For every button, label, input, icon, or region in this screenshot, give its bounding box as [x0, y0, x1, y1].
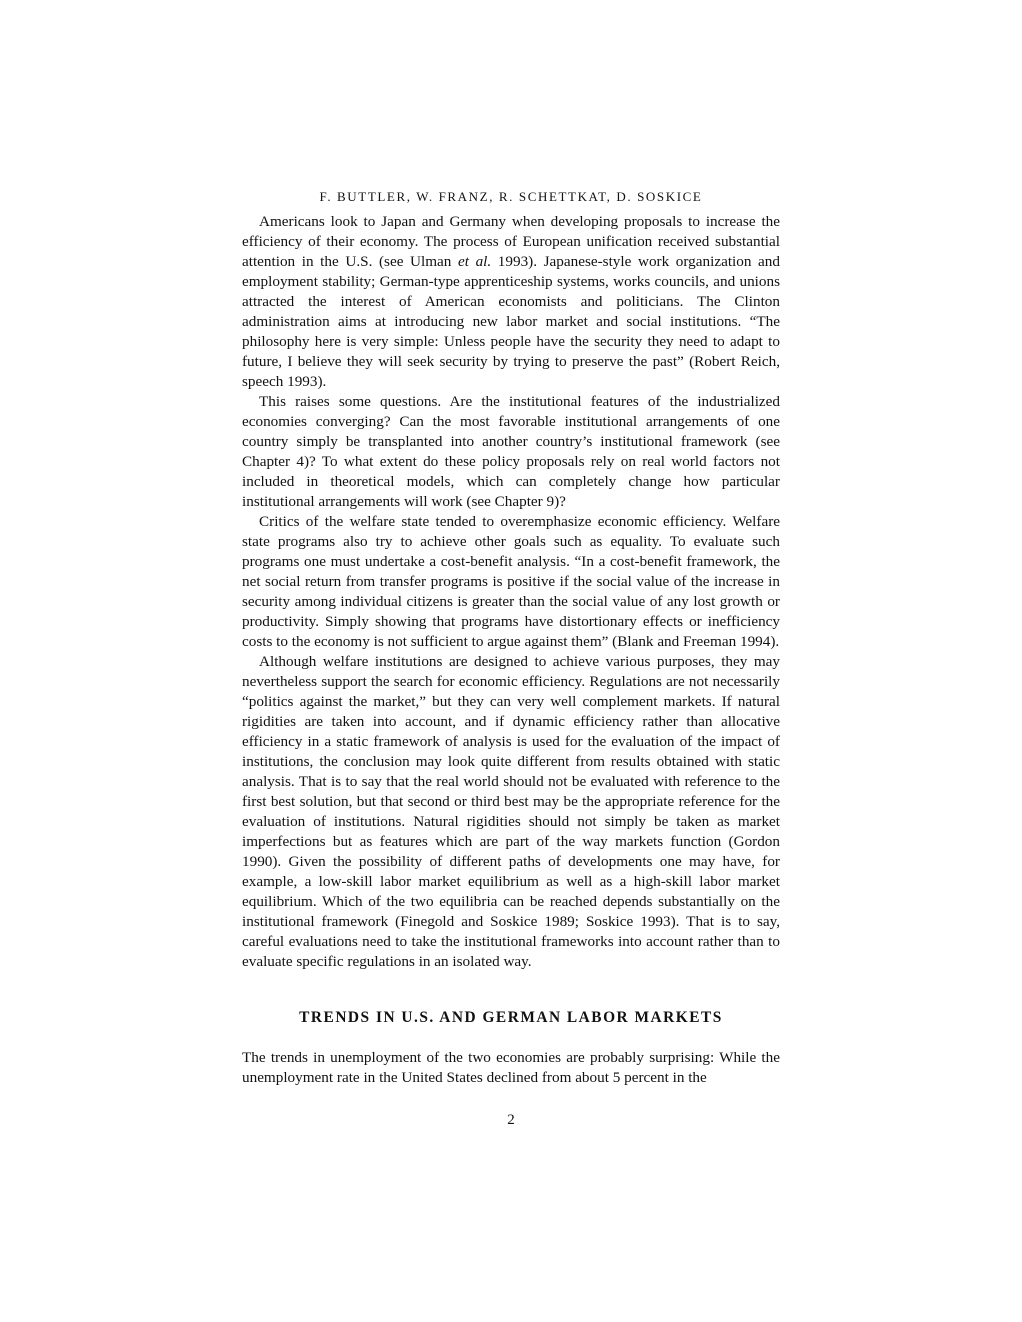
page-number: 2 [507, 1112, 515, 1128]
paragraph-text: Americans look to Japan and Germany when developing proposals to increase the efficiency of their economy. The process of European unification received substantial attention in the U.S. (see Ulman [242, 213, 780, 270]
paragraph-text: 1993). Japanese-style work organization and employment stability; German-type apprenticeship systems, works councils, and unions attracted the interest of American economists and politicians. The Clinton administration aims at introducing new labor market and social institutions. “The philosophy here is very simple: Unless people have the security they need to adapt to future, I believe they will seek security by trying to preserve the past” (Robert Reich, speech 1993). [242, 253, 780, 390]
paragraph-americans [242, 212, 780, 392]
running-head: F. BUTTLER, W. FRANZ, R. SCHETTKAT, D. SOSKICE [319, 189, 703, 204]
section-heading: TRENDS IN U.S. AND GERMAN LABOR MARKETS [299, 1009, 723, 1026]
paragraph-trends: The trends in unemployment of the two economies are probably surprising: While the unemployment rate in the United States declined from about 5 percent in the [242, 1049, 780, 1086]
paragraph-welfare-institutions: Although welfare institutions are designed to achieve various purposes, they may nevertheless support the search for economic efficiency. Regulations are not necessarily “politics against the market,” but they can very well complement markets. If natural rigidities are taken into account, and if dynamic efficiency rather than allocative efficiency in a static framework of analysis is used for the evaluation of the impact of institutions, the conclusion may look quite different from results obtained with static analysis. That is to say that the real world should not be evaluated with reference to the first best solution, but that second or third best may be the appropriate reference for the evaluation of institutions. Natural rigidities should not simply be taken as market imperfections but as features which are part of the way markets function (Gordon 1990). Given the possibility of different paths of developments one may have, for example, a low-skill labor market equilibrium as well as a high-skill labor market equilibrium. Which of the two equilibria can be reached depends substantially on the institutional framework (Finegold and Soskice 1989; Soskice 1993). That is to say, careful evaluations need to take the institutional frameworks into account rather than to evaluate specific regulations in an isolated way. [242, 653, 780, 970]
paragraph-critics: Critics of the welfare state tended to overemphasize economic efficiency. Welfare state programs also try to achieve other goals such as equality. To evaluate such programs one must undertake a cost-benefit analysis. “In a cost-benefit framework, the net social return from transfer programs is positive if the social value of the increase in security among individual citizens is greater than the social value of any lost growth or productivity. Simply showing that programs have distortionary effects or inefficiency costs to the economy is not sufficient to argue against them” (Blank and Freeman 1994). [242, 513, 780, 650]
page-content [242, 188, 780, 1088]
italic-citation: et al. [458, 253, 492, 270]
paragraph-questions: This raises some questions. Are the institutional features of the industrialized economies converging? Can the most favorable institutional arrangements of one country simply be transplanted into another country’s institutional framework (see Chapter 4)? To what extent do these policy proposals rely on real world factors not included in theoretical models, which can completely change how particular institutional arrangements will work (see Chapter 9)? [242, 393, 780, 510]
